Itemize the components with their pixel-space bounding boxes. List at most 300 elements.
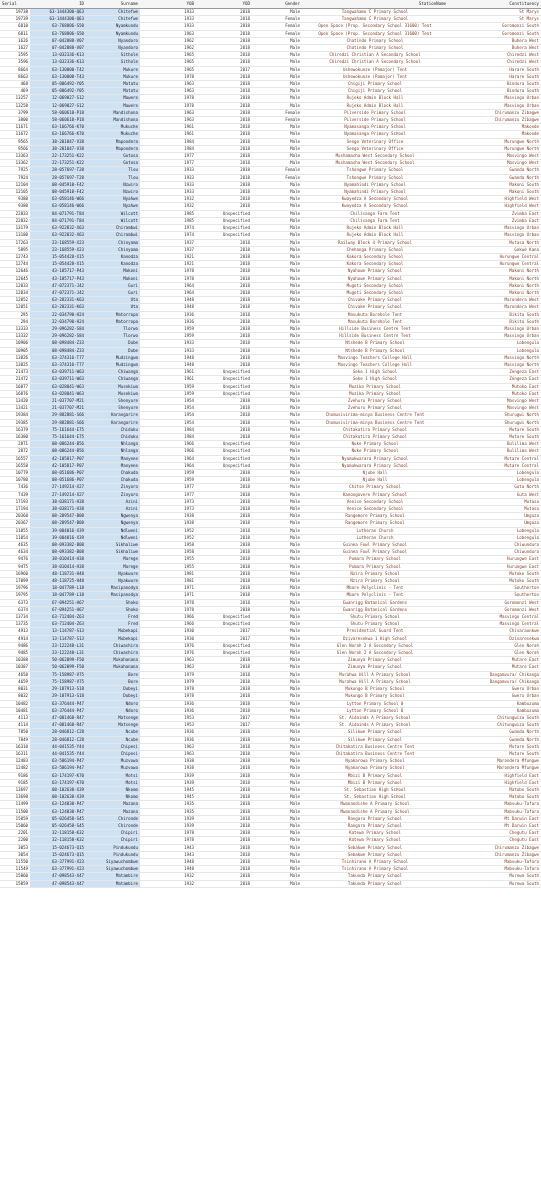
yob-cell[interactable]: 1984 [140,145,196,152]
serial-cell[interactable]: 13734 [0,614,30,621]
table-row[interactable] [0,462,541,469]
id-cell[interactable]: 63-028041-W63 [30,383,86,390]
surname-cell[interactable]: Chirambwi [86,225,140,232]
gender-cell[interactable]: Male [252,542,302,549]
table-row[interactable] [0,527,541,534]
id-cell[interactable]: 13-114787-S13 [30,628,86,635]
yod-cell[interactable]: 2018 [196,563,252,570]
constituency-cell[interactable]: Gweru Urban [448,693,541,700]
id-cell[interactable]: 63-058146-W66 [30,196,86,203]
constituency-cell[interactable]: Mutare Central [448,462,541,469]
surname-cell[interactable]: Bore [86,678,140,685]
constituency-cell[interactable]: Umguza [448,520,541,527]
constituency-cell[interactable]: Matobo South [448,794,541,801]
gender-cell[interactable]: Male [252,592,302,599]
yod-cell[interactable]: 2018 [196,30,252,37]
table-row[interactable] [0,686,541,693]
serial-cell[interactable]: 12034 [0,289,30,296]
yob-cell[interactable]: 1938 [140,758,196,765]
station-name-cell[interactable]: Nyamukwarara Primary School [302,455,448,462]
serial-cell[interactable]: 12105 [0,189,30,196]
constituency-cell[interactable]: Mutoko East [448,383,541,390]
serial-cell[interactable]: 6373 [0,599,30,606]
surname-cell[interactable]: Guri [86,282,140,289]
table-row[interactable] [0,556,541,563]
serial-cell[interactable]: 2871 [0,441,30,448]
table-row[interactable] [0,239,541,246]
surname-cell[interactable]: Nyandoro [86,37,140,44]
serial-cell[interactable]: 295 [0,311,30,318]
yod-cell[interactable]: 2018 [196,686,252,693]
id-cell[interactable]: 75-161644-E75 [30,426,86,433]
table-row[interactable] [0,275,541,282]
constituency-cell[interactable]: Makoni South [448,181,541,188]
table-row[interactable] [0,693,541,700]
station-name-cell[interactable]: Chilisanga Farm Tent [302,210,448,217]
constituency-cell[interactable]: Marondera West [448,297,541,304]
gender-cell[interactable]: Male [252,707,302,714]
constituency-cell[interactable]: St Marys [448,16,541,23]
gender-cell[interactable]: Male [252,160,302,167]
gender-cell[interactable]: Male [252,52,302,59]
yob-cell[interactable]: 1954 [140,397,196,404]
yob-cell[interactable]: 1978 [140,73,196,80]
surname-cell[interactable]: Mubekapi [86,635,140,642]
constituency-cell[interactable]: Masvingo Urban [448,232,541,239]
serial-cell[interactable]: 3595 [0,52,30,59]
surname-cell[interactable]: Mazana [86,808,140,815]
gender-cell[interactable]: Male [252,369,302,376]
table-row[interactable] [0,470,541,477]
yob-cell[interactable]: 1938 [140,765,196,772]
gender-cell[interactable]: Male [252,635,302,642]
serial-cell[interactable]: 13420 [0,397,30,404]
yob-cell[interactable]: 1952 [140,527,196,534]
surname-cell[interactable]: Mukuche [86,131,140,138]
serial-cell[interactable]: 12744 [0,261,30,268]
yob-cell[interactable]: 1963 [140,657,196,664]
station-name-cell[interactable]: Rujeko Admin Block Hall [302,225,448,232]
constituency-cell[interactable]: Goromonzi South [448,23,541,30]
table-row[interactable] [0,9,541,16]
serial-cell[interactable]: 20368 [0,513,30,520]
surname-cell[interactable]: Mazana [86,801,140,808]
station-name-cell[interactable]: Rangara Primary School [302,815,448,822]
yob-cell[interactable]: 1981 [140,578,196,585]
gender-cell[interactable]: Male [252,196,302,203]
station-name-cell[interactable]: Rujeko Admin Block Hall [302,95,448,102]
yod-cell[interactable]: 2018 [196,9,252,16]
serial-cell[interactable]: 4113 [0,714,30,721]
surname-cell[interactable]: Masipanodya [86,585,140,592]
serial-cell[interactable]: 15860 [0,873,30,880]
gender-cell[interactable]: Male [252,513,302,520]
table-row[interactable] [0,815,541,822]
station-name-cell[interactable]: Chiredzi Christian A Secondary School [302,59,448,66]
gender-cell[interactable]: Male [252,203,302,210]
serial-cell[interactable]: 9485 [0,650,30,657]
yod-cell[interactable]: 2018 [196,585,252,592]
constituency-cell[interactable]: Marondera West [448,304,541,311]
serial-cell[interactable]: 10906 [0,340,30,347]
constituency-cell[interactable]: Mutare South [448,750,541,757]
serial-cell[interactable]: 17193 [0,498,30,505]
serial-cell[interactable]: 13826 [0,354,30,361]
yod-cell[interactable]: 2018 [196,189,252,196]
id-cell[interactable]: 15-054428-X15 [30,261,86,268]
table-row[interactable] [0,621,541,628]
id-cell[interactable]: 43-185717-P43 [30,268,86,275]
yob-cell[interactable]: 1965 [140,52,196,59]
constituency-cell[interactable]: Mutare South [448,743,541,750]
station-name-cell[interactable]: Presidential Guard Tent [302,628,448,635]
id-cell[interactable]: 63-039711-W63 [30,369,86,376]
yob-cell[interactable]: 1978 [140,102,196,109]
table-row[interactable] [0,333,541,340]
yod-cell[interactable]: 2018 [196,513,252,520]
id-cell[interactable]: 63-1444300-Q63 [30,16,86,23]
gender-cell[interactable]: Male [252,59,302,66]
table-row[interactable] [0,822,541,829]
yod-cell[interactable]: 2018 [196,246,252,253]
serial-cell[interactable]: 3596 [0,59,30,66]
serial-cell[interactable]: 16311 [0,750,30,757]
id-cell[interactable]: 07-042888-V07 [30,37,86,44]
yod-cell[interactable]: 2018 [196,498,252,505]
id-cell[interactable]: 08-098484-Z33 [30,347,86,354]
yod-cell[interactable]: 2018 [196,289,252,296]
id-cell[interactable]: 38-201847-V38 [30,145,86,152]
table-row[interactable] [0,592,541,599]
gender-cell[interactable]: Male [252,37,302,44]
surname-cell[interactable]: Pindukundu [86,851,140,858]
table-row[interactable] [0,779,541,786]
yob-cell[interactable]: 1963 [140,743,196,750]
gender-cell[interactable]: Male [252,506,302,513]
station-name-cell[interactable]: Open Space (Prop. Secondary School 31600) Tent [302,30,448,37]
gender-cell[interactable]: Male [252,729,302,736]
table-row[interactable] [0,570,541,577]
gender-cell[interactable]: Male [252,181,302,188]
table-row[interactable] [0,419,541,426]
id-cell[interactable]: 63-922832-X63 [30,225,86,232]
constituency-cell[interactable]: Mutoko South [448,570,541,577]
yod-cell[interactable]: 2018 [196,88,252,95]
yod-cell[interactable]: 2018 [196,268,252,275]
yod-cell[interactable]: 2017 [196,635,252,642]
table-row[interactable] [0,873,541,880]
surname-cell[interactable]: Uta [86,297,140,304]
serial-cell[interactable]: 2872 [0,448,30,455]
surname-cell[interactable]: Muzvowa [86,765,140,772]
serial-cell[interactable]: 468 [0,81,30,88]
table-row[interactable] [0,109,541,116]
station-name-cell[interactable]: Rangara Primary School [302,822,448,829]
table-row[interactable] [0,405,541,412]
gender-cell[interactable]: Male [252,527,302,534]
yod-cell[interactable]: 2018 [196,52,252,59]
id-cell[interactable]: 43-185717-P43 [30,275,86,282]
yod-cell[interactable]: 2018 [196,347,252,354]
constituency-cell[interactable]: Kambuzuma [448,700,541,707]
surname-cell[interactable]: Nkomo [86,794,140,801]
table-row[interactable] [0,477,541,484]
table-row[interactable] [0,650,541,657]
yod-cell[interactable]: 2018 [196,844,252,851]
serial-cell[interactable]: 10387 [0,664,30,671]
serial-cell[interactable]: 13698 [0,794,30,801]
gender-cell[interactable]: Male [252,390,302,397]
yod-cell[interactable]: 2018 [196,153,252,160]
serial-cell[interactable]: 1627 [0,45,30,52]
surname-cell[interactable]: Mandishona [86,109,140,116]
table-row[interactable] [0,102,541,109]
id-cell[interactable]: 58-060610-P18 [30,109,86,116]
id-cell[interactable]: 38-038171-H38 [30,498,86,505]
serial-cell[interactable]: 4634 [0,549,30,556]
surname-cell[interactable]: Chiwashira [86,650,140,657]
gender-cell[interactable]: Male [252,570,302,577]
station-name-cell[interactable]: Ewanrigg Botanical Gardens [302,599,448,606]
table-row[interactable] [0,880,541,887]
constituency-cell[interactable]: Mutasa North [448,239,541,246]
station-name-cell[interactable]: Zimunya Primary School [302,664,448,671]
surname-cell[interactable]: Nzwiro [86,189,140,196]
yod-cell[interactable]: Unspecified [196,369,252,376]
table-row[interactable] [0,858,541,865]
station-name-cell[interactable]: Hillside Business Centre Tent [302,333,448,340]
serial-cell[interactable]: 12645 [0,275,30,282]
station-name-cell[interactable]: Venice Secondary School [302,506,448,513]
station-name-cell[interactable]: Mushamasha West Secondary School [302,153,448,160]
id-cell[interactable]: 63-712404-Z63 [30,621,86,628]
yob-cell[interactable]: 1935 [140,808,196,815]
serial-cell[interactable]: 19384 [0,412,30,419]
constituency-cell[interactable]: Mabvuku-Tafara [448,866,541,873]
yod-cell[interactable]: 2018 [196,102,252,109]
yod-cell[interactable]: 2018 [196,145,252,152]
constituency-cell[interactable]: Makonde [448,124,541,131]
table-row[interactable] [0,844,541,851]
id-cell[interactable]: 47-081468-R47 [30,722,86,729]
yob-cell[interactable]: 1964 [140,282,196,289]
yod-cell[interactable]: 2018 [196,484,252,491]
serial-cell[interactable]: 9476 [0,556,30,563]
constituency-cell[interactable]: Harare South [448,66,541,73]
yob-cell[interactable]: 1959 [140,470,196,477]
surname-cell[interactable]: Makoni [86,275,140,282]
yod-cell[interactable]: 2018 [196,45,252,52]
constituency-cell[interactable]: Zengeza East [448,369,541,376]
gender-cell[interactable]: Male [252,448,302,455]
yod-cell[interactable]: Unspecified [196,376,252,383]
id-cell[interactable]: 18-047789-L18 [30,585,86,592]
id-cell[interactable]: 21-037707-M21 [30,397,86,404]
yob-cell[interactable]: 1958 [140,542,196,549]
constituency-cell[interactable]: Makoni North [448,289,541,296]
serial-cell[interactable]: 22833 [0,210,30,217]
station-name-cell[interactable]: Kwayedza A Secondary School [302,203,448,210]
yob-cell[interactable]: 1971 [140,592,196,599]
station-name-cell[interactable]: Pumara Primary School [302,556,448,563]
serial-cell[interactable]: 294 [0,318,30,325]
serial-cell[interactable]: 13180 [0,232,30,239]
yob-cell[interactable]: 1935 [140,801,196,808]
constituency-cell[interactable]: St Marys [448,9,541,16]
constituency-cell[interactable]: Highfield West [448,196,541,203]
constituency-cell[interactable]: Lobengula [448,340,541,347]
gender-cell[interactable]: Male [252,822,302,829]
gender-cell[interactable]: Female [252,23,302,30]
gender-cell[interactable]: Female [252,109,302,116]
serial-cell[interactable]: 3800 [0,117,30,124]
table-row[interactable] [0,433,541,440]
yob-cell[interactable]: 1961 [140,131,196,138]
gender-cell[interactable]: Male [252,304,302,311]
surname-cell[interactable]: Sithole [86,52,140,59]
yob-cell[interactable]: 1964 [140,455,196,462]
serial-cell[interactable]: 9380 [0,196,30,203]
surname-cell[interactable]: Matsenge [86,714,140,721]
gender-cell[interactable]: Male [252,671,302,678]
station-name-cell[interactable]: Nuke Primary School [302,441,448,448]
yob-cell[interactable]: 1936 [140,729,196,736]
yob-cell[interactable]: 1921 [140,253,196,260]
id-cell[interactable]: 29-187913-S18 [30,693,86,700]
yob-cell[interactable]: 1945 [140,786,196,793]
yob-cell[interactable]: 1945 [140,794,196,801]
serial-cell[interactable]: 3053 [0,844,30,851]
id-cell[interactable]: 84-071791-T84 [30,210,86,217]
gender-cell[interactable]: Male [252,664,302,671]
id-cell[interactable]: 63-282331-K63 [30,304,86,311]
serial-cell[interactable]: 9486 [0,642,30,649]
gender-cell[interactable]: Male [252,124,302,131]
serial-cell[interactable]: 16558 [0,462,30,469]
gender-cell[interactable]: Male [252,318,302,325]
constituency-cell[interactable]: Marondera Mfungwe [448,758,541,765]
constituency-cell[interactable]: Chirumanzu Zibagwe [448,109,541,116]
table-row[interactable] [0,506,541,513]
id-cell[interactable]: 63-130000-T43 [30,73,86,80]
serial-cell[interactable]: 9186 [0,772,30,779]
id-cell[interactable]: 39-004016-X39 [30,527,86,534]
id-cell[interactable]: 50-062099-F50 [30,664,86,671]
station-name-cell[interactable]: Pilverside Primary School [302,109,448,116]
station-name-cell[interactable]: Tshongwe Primary School [302,167,448,174]
yod-cell[interactable]: 2018 [196,167,252,174]
serial-cell[interactable]: 9566 [0,145,30,152]
serial-cell[interactable]: 22832 [0,217,30,224]
gender-cell[interactable]: Male [252,786,302,793]
id-cell[interactable]: 22-173251-K22 [30,153,86,160]
id-cell[interactable]: 63-282331-K63 [30,297,86,304]
constituency-cell[interactable]: Glen Norah [448,650,541,657]
station-name-cell[interactable]: Kakora Secondary School [302,253,448,260]
surname-cell[interactable]: Chironde [86,815,140,822]
station-name-cell[interactable]: Chomusivirima-minya Business Centre Tent [302,419,448,426]
station-name-cell[interactable]: Lytton Primary School 0 [302,707,448,714]
yob-cell[interactable]: 1978 [140,686,196,693]
surname-cell[interactable]: Nzwiro [86,181,140,188]
yod-cell[interactable]: 2018 [196,549,252,556]
station-name-cell[interactable]: Sengo Veterinary Office [302,145,448,152]
yob-cell[interactable]: 1954 [140,405,196,412]
constituency-cell[interactable]: Glen Norah [448,642,541,649]
table-row[interactable] [0,145,541,152]
surname-cell[interactable]: Matsenge [86,722,140,729]
surname-cell[interactable]: Gotosa [86,153,140,160]
yob-cell[interactable]: 1959 [140,383,196,390]
surname-cell[interactable]: Tlorwo [86,325,140,332]
id-cell[interactable]: 08-051686-P07 [30,477,86,484]
table-row[interactable] [0,671,541,678]
yob-cell[interactable]: 1954 [140,412,196,419]
id-cell[interactable]: 23-122248-L31 [30,642,86,649]
table-row[interactable] [0,131,541,138]
column-header-surname[interactable]: Surname [86,0,140,9]
surname-cell[interactable]: Mukahanana [86,664,140,671]
serial-cell[interactable]: 11055 [0,527,30,534]
station-name-cell[interactable]: Sebakwe Primary School [302,851,448,858]
id-cell[interactable]: 08-086244-B56 [30,448,86,455]
station-name-cell[interactable]: Kakora Secondary School [302,261,448,268]
table-row[interactable] [0,390,541,397]
table-row[interactable] [0,642,541,649]
yod-cell[interactable]: 2018 [196,470,252,477]
yod-cell[interactable]: 2018 [196,678,252,685]
yob-cell[interactable]: 1936 [140,311,196,318]
yob-cell[interactable]: 1955 [140,563,196,570]
constituency-cell[interactable]: Masvingo West [448,160,541,167]
yod-cell[interactable]: 2018 [196,117,252,124]
constituency-cell[interactable]: Hurungwe East [448,563,541,570]
id-cell[interactable]: 28-057697-T28 [30,167,86,174]
yob-cell[interactable]: 1959 [140,477,196,484]
station-name-cell[interactable]: Ewanrigg Botanical Gardens [302,606,448,613]
gender-cell[interactable]: Male [252,808,302,815]
serial-cell[interactable]: 9185 [0,779,30,786]
table-row[interactable] [0,772,541,779]
yod-cell[interactable]: 2018 [196,664,252,671]
gender-cell[interactable]: Male [252,794,302,801]
yob-cell[interactable]: 1938 [140,513,196,520]
table-row[interactable] [0,138,541,145]
station-name-cell[interactable]: St. Sebastian High School [302,786,448,793]
serial-cell[interactable]: 7850 [0,729,30,736]
table-row[interactable] [0,318,541,325]
serial-cell[interactable]: 20367 [0,520,30,527]
surname-cell[interactable]: Sikhaliwe [86,549,140,556]
table-row[interactable] [0,210,541,217]
constituency-cell[interactable]: Shurugwi North [448,412,541,419]
station-name-cell[interactable]: St. Sebastian High School [302,794,448,801]
station-name-cell[interactable]: Mukungo B Primary School [302,693,448,700]
yob-cell[interactable]: 1977 [140,153,196,160]
constituency-cell[interactable]: Murungwe North [448,145,541,152]
yod-cell[interactable]: 2018 [196,196,252,203]
yob-cell[interactable]: 1974 [140,232,196,239]
yob-cell[interactable]: 1973 [140,498,196,505]
surname-cell[interactable]: Matambire [86,880,140,887]
surname-cell[interactable]: Chirambwi [86,232,140,239]
station-name-cell[interactable]: Chitakatira Primary School [302,426,448,433]
serial-cell[interactable]: 11671 [0,124,30,131]
id-cell[interactable]: 63-768806-S50 [30,30,86,37]
surname-cell[interactable]: Matorropa [86,311,140,318]
constituency-cell[interactable]: Mutare Central [448,455,541,462]
yod-cell[interactable]: 2018 [196,808,252,815]
